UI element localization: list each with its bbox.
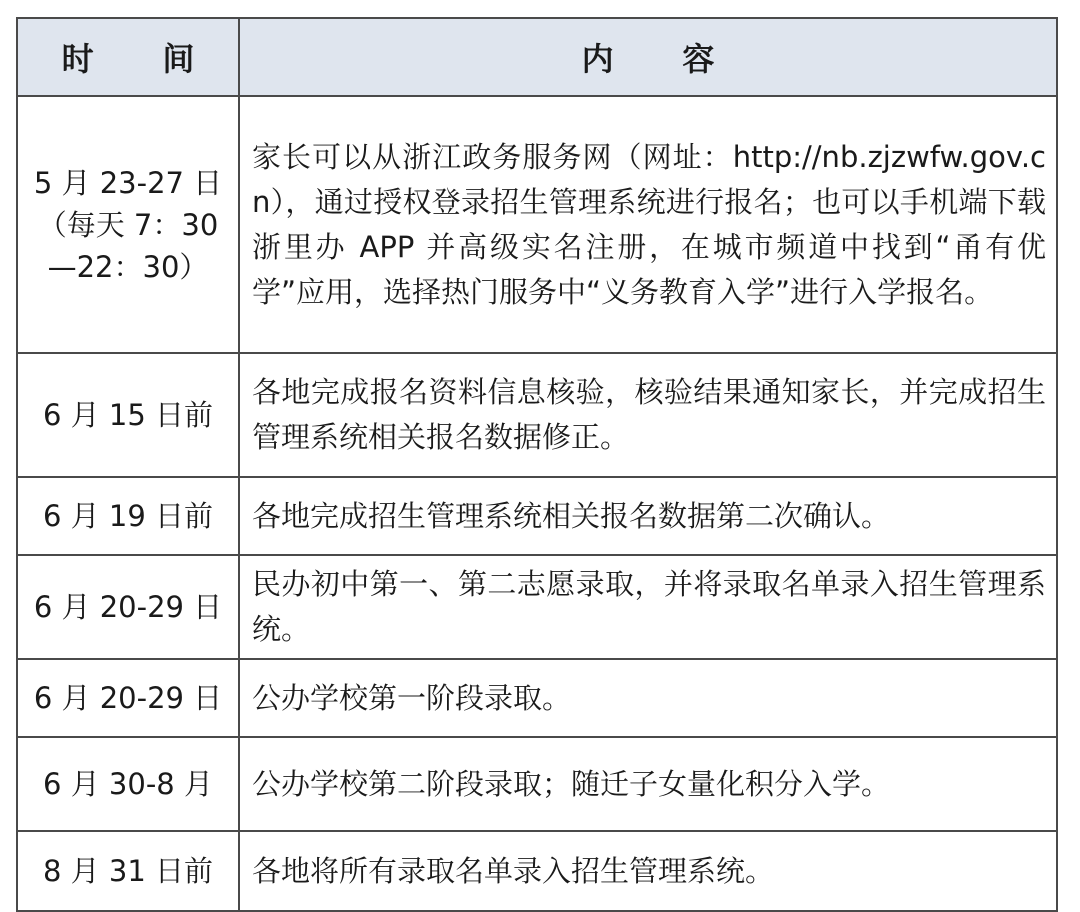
content-cell: 家长可以从浙江政务服务网（网址：http://nb.zjzwfw.gov.cn），通过授权登录招生管理系统进行报名；也可以手机端下载浙里办 APP 并高级实名注册，在城市频道中找到“甬有优学”应用，选择热门服务中“义务教育入学”进行入学报名。 [239, 96, 1057, 353]
content-cell: 各地将所有录取名单录入招生管理系统。 [239, 831, 1057, 911]
schedule-sheet [16, 17, 1056, 912]
table-row [17, 659, 1057, 737]
time-cell: 8 月 31 日前 [17, 831, 239, 911]
time-line: 5 月 23-27 日 [33, 165, 223, 200]
time-line: —22：30） [47, 249, 209, 284]
content-cell: 各地完成招生管理系统相关报名数据第二次确认。 [239, 477, 1057, 555]
header-content: 内 容 [239, 18, 1057, 96]
time-cell: 6 月 19 日前 [17, 477, 239, 555]
content-cell: 各地完成报名资料信息核验，核验结果通知家长，并完成招生管理系统相关报名数据修正。 [239, 353, 1057, 477]
schedule-table [16, 17, 1058, 912]
header-time: 时 间 [17, 18, 239, 96]
table-row [17, 353, 1057, 477]
time-line: （每天 7：30 [37, 207, 219, 242]
table-row [17, 96, 1057, 353]
time-cell: 6 月 20-29 日 [17, 555, 239, 659]
table-row [17, 555, 1057, 659]
time-cell: 6 月 30-8 月 [17, 737, 239, 831]
content-cell: 公办学校第一阶段录取。 [239, 659, 1057, 737]
header-row [17, 18, 1057, 96]
time-cell: 6 月 15 日前 [17, 353, 239, 477]
content-cell: 公办学校第二阶段录取；随迁子女量化积分入学。 [239, 737, 1057, 831]
time-cell [17, 96, 239, 353]
content-cell: 民办初中第一、第二志愿录取，并将录取名单录入招生管理系统。 [239, 555, 1057, 659]
table-row [17, 831, 1057, 911]
table-row [17, 737, 1057, 831]
time-cell: 6 月 20-29 日 [17, 659, 239, 737]
table-row [17, 477, 1057, 555]
